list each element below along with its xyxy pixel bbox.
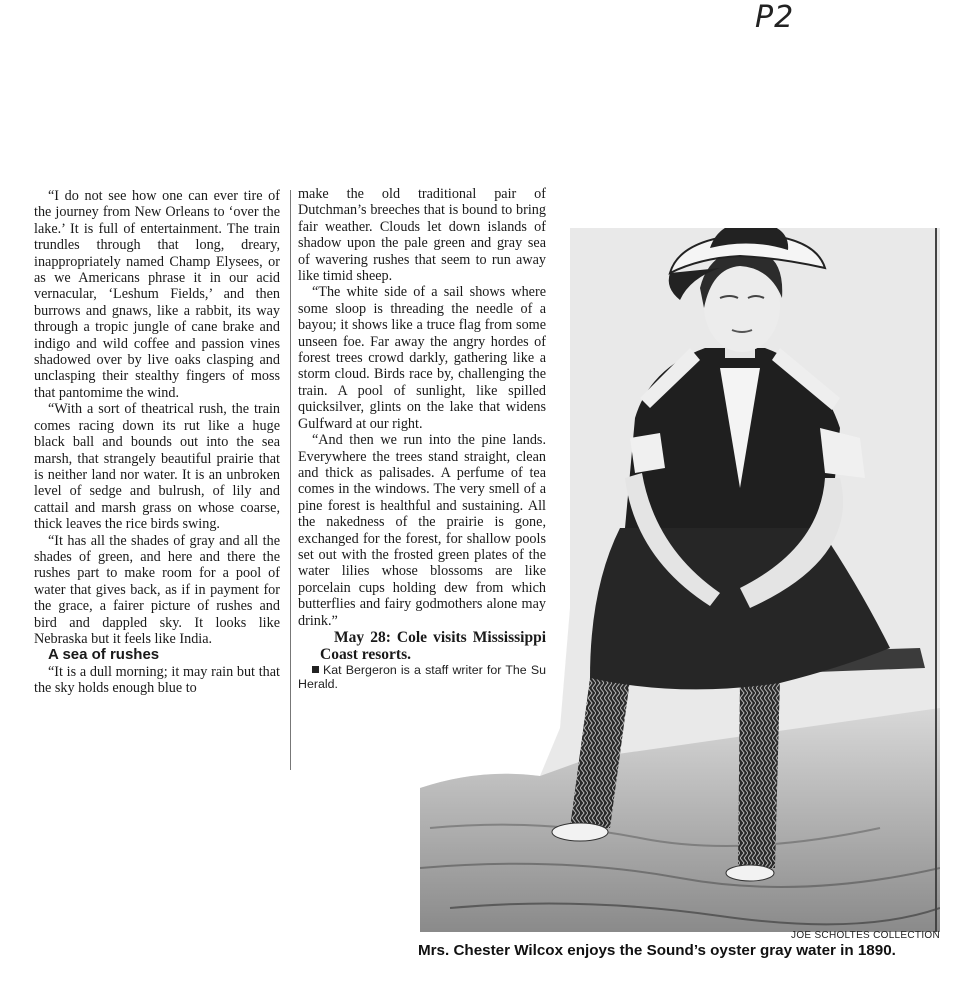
next-installment-note: May 28: Cole visits Mississippi Coast resorts. (320, 628, 546, 663)
author-tagline-text: Kat Bergeron is a staff writer for The Su Herald. (298, 662, 546, 691)
paragraph: make the old traditional pair of Dutchman’s breeches that is bound to bring fair weather. Clouds let down islands of shadow upon the pale green and gray sea of wavering rushes that seem to run away like timid sheep. (298, 186, 546, 285)
paragraph: “I do not see how one can ever tire of the journey from New Orleans to ‘over the lake.’ It is full of entertainment. The train trundles through that long, dreary, inappropriately named Champ Elysees, or as we Americans phrase it in our acid vernacular, ‘Leshum Fields,’ and then burrows and gnaws, like a rabbit, its way through a tropic jungle of cane brake and indigo and wild coffee and passion vines shadowed over by live oaks clasping and unclasping their stealthy fingers of moss that pantomime the wind. (34, 188, 280, 401)
paragraph: “It has all the shades of gray and all the shades of green, and here and there the rushes part to make room for a pool of water that gives back, as if in payment for the grace, a fairer picture of rushes and bird and dappled sky. It looks like Nebraska but it feels like India. (34, 532, 280, 647)
column-divider (290, 190, 291, 770)
photo-caption: Mrs. Chester Wilcox enjoys the Sound’s oyster gray water in 1890. (418, 942, 896, 959)
paragraph: “And then we run into the pine lands. Everywhere the trees stand straight, clean and thick as palisades. A perfume of tea comes in the windows. The very smell of a pine forest is healthful and sustaining. All the nakedness of the prairie is gone, exchanged for the forest, for shallow pools set out with the frosted green plates of the water lilies whose blossoms are like porcelain cups holding dew from which butterflies and fairy godmothers alone may drink.” (298, 432, 546, 629)
section-subhead: A sea of rushes (48, 646, 160, 664)
photo-credit: JOE SCHOLTES COLLECTION (791, 930, 940, 941)
paragraph: “It is a dull morning; it may rain but that the sky holds enough blue to (34, 663, 280, 697)
historic-photo (420, 228, 940, 932)
paragraph: “With a sort of theatrical rush, the train comes racing down its rut like a huge black ball and bounds out into the sea marsh, that strangely beautiful prairie that is neither land nor water. It is an unbroken level of sedge and bulrush, of lily and cattail and marsh grass on whose coarse, thick leaves the rice birds swing. (34, 401, 280, 533)
article-column-1 (34, 188, 280, 697)
bullet-icon (312, 666, 319, 673)
paragraph: “The white side of a sail shows where some sloop is threading the needle of a bayou; it shows like a truce flag from some unseen foe. Far away the angry hordes of forest trees crowd darkly, gathering like a storm cloud. Birds race by, challenging the train. A pool of sunlight, like spilled quicksilver, glints on the lake that widens Gulfward at our right. (298, 284, 546, 432)
handwritten-page-number: P2 (755, 0, 795, 35)
photo-illustration (420, 228, 940, 932)
